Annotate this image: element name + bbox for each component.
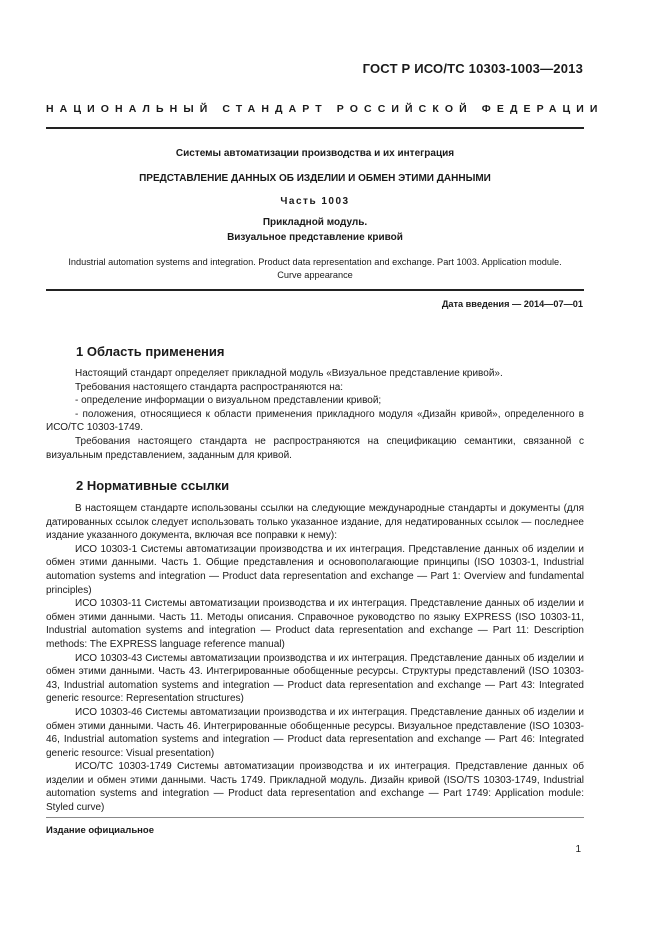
reference-item: ИСО 10303-11 Системы автоматизации производства и их интеграция. Представление данных об изделии и обмен этими данными. Часть 11. Методы описания. Справочное руководство по языку EXPRESS (ISO 10303-11, Industrial automation systems and integration — Product data representation and exchange — Part 11: Description methods: The EXPRESS language reference manual) [46,598,584,650]
main-title: ПРЕДСТАВЛЕНИЕ ДАННЫХ ОБ ИЗДЕЛИИ И ОБМЕН ЭТИМИ ДАННЫМИ [139,173,491,184]
page-number: 1 [575,844,581,855]
paragraph: - определение информации о визуальном представлении кривой; [75,395,382,407]
header-divider [46,127,584,129]
reference-item: ИСО 10303-43 Системы автоматизации производства и их интеграция. Представление данных об изделии и обмен этими данными. Часть 43. Интегрированные обобщенные ресурсы. Структуры представлений (ISO 10303-43, Industrial automation systems and integration — Product data representation and exchange — Part 43: Integrated generic resource: Representation structures) [46,652,584,705]
part-number: Часть 1003 [280,196,350,207]
paragraph: Требования настоящего стандарта распространяются на: [75,381,344,393]
document-code: ГОСТ Р ИСО/ТС 10303-1003—2013 [362,61,583,76]
section-1-heading: 1 Область применения [76,344,225,359]
series-title: Системы автоматизации производства и их интеграция [175,148,455,159]
effective-date: Дата введения — 2014—07—01 [441,299,583,309]
reference-item: ИСО/ТС 10303-1749 Системы автоматизации производства и их интеграция. Представление данных об изделии и обмен этими данными. Часть 1749. Прикладной модуль. Дизайн кривой (ISO/TS 10303-1749, Industrial automation systems and integration — Product data representation and exchange — Part 1749: Application module: Styled curve) [46,761,584,814]
section-2-heading: 2 Нормативные ссылки [76,478,230,493]
module-title [46,215,584,245]
paragraph: - положения, относящиеся к области применения прикладного модуля «Дизайн кривой», определенного в ИСО/ТС 10303-1749. [46,408,584,434]
reference-item: ИСО 10303-1 Системы автоматизации производства и их интеграция. Представление данных об изделии и обмен этими данными. Часть 1. Общие представления и основополагающие принципы (ISO 10303-1, Industrial automation systems and integration — Product data representation and exchange — Part 1: Overview and fundamental principles) [46,543,584,596]
edition-label: Издание официальное [46,825,154,836]
national-standard-banner: НАЦИОНАЛЬНЫЙ СТАНДАРТ РОССИЙСКОЙ ФЕДЕРАЦИИ [46,103,604,115]
title-divider [46,289,584,291]
reference-item: ИСО 10303-46 Системы автоматизации производства и их интеграция. Представление данных об изделии и обмен этими данными. Часть 46. Интегрированные обобщенные ресурсы. Визуальное представление (ISO 10303-46, Industrial automation systems and integration — Product data representation and exchange — Part 46: Integrated generic resource: Visual presentation) [46,706,584,759]
module-title-line-1: Прикладной модуль. [262,217,368,228]
section-1-body [46,367,584,462]
footer-divider [46,817,584,818]
section-2-body [46,502,584,815]
module-title-line-2: Визуальное представление кривой [227,232,403,243]
paragraph: Настоящий стандарт определяет прикладной модуль «Визуальное представление кривой». [75,368,503,379]
paragraph: Требования настоящего стандарта не распространяются на спецификацию семантики, связанной с визуальным представлением, заданным для кривой. [46,435,584,461]
paragraph: В настоящем стандарте использованы ссылки на следующие международные стандарты и документы (для датированных ссылок следует использовать только указанное издание, для недатированных ссылок — последнее издание указанного документа, включая все поправки к нему): [46,503,584,542]
english-title: Industrial automation systems and integration. Product data representation and exchange. Part 1003. Application module. Curve appearance [68,257,562,280]
